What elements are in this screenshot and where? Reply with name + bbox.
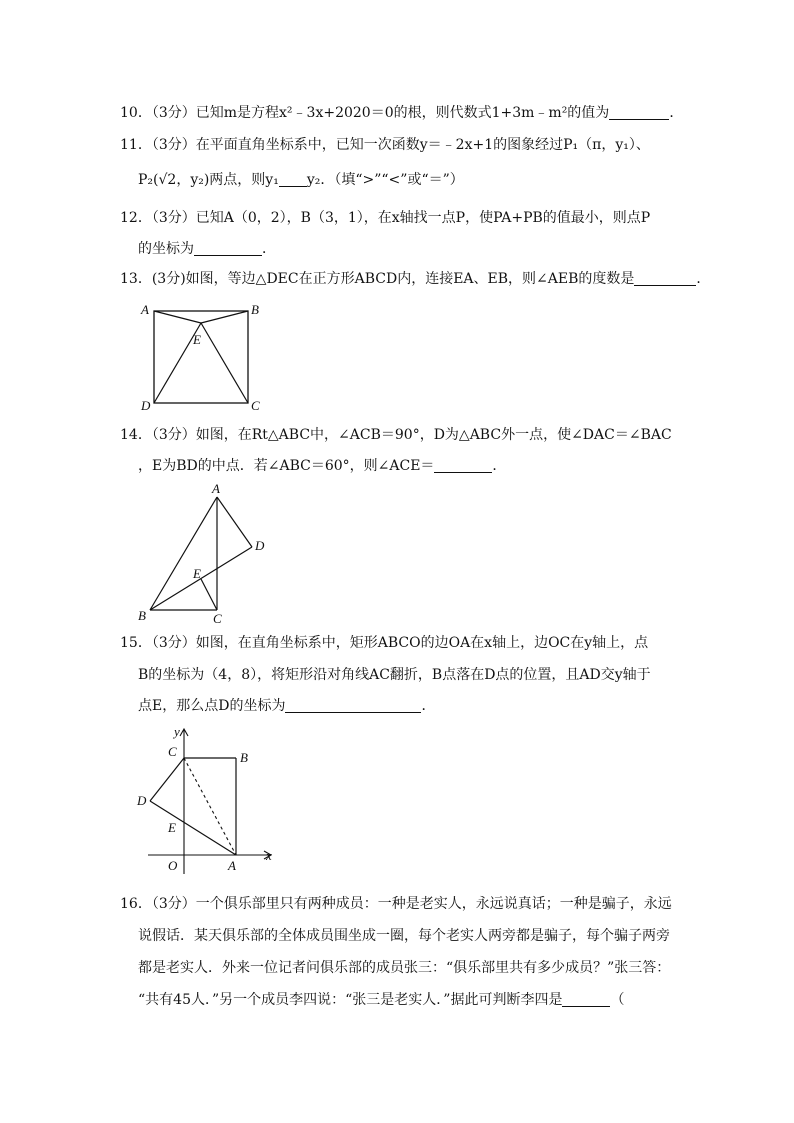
question-number: 11．: [120, 137, 152, 153]
label-y: y: [174, 724, 180, 739]
answer-blank[interactable]: [434, 458, 492, 473]
question-text: ，E为BD的中点．若∠ABC＝60°，则∠ACE＝: [138, 458, 435, 474]
question-number: 16．: [120, 896, 152, 912]
label-c: C: [168, 744, 177, 759]
question-text: 如图，在直角坐标系中，矩形ABCO的边OA在x轴上，边OC在y轴上，点: [195, 635, 649, 651]
question-text: 点E，那么点D的坐标为: [138, 698, 286, 714]
diagonal-ac: [184, 758, 236, 855]
question-number: 15．: [120, 635, 152, 651]
segment-bd: [150, 547, 252, 610]
question-12: [120, 208, 650, 228]
question-score: （3分）: [151, 210, 196, 226]
question-11: [120, 135, 650, 155]
answer-blank[interactable]: [562, 992, 610, 1007]
figure-square-triangle: [130, 298, 270, 416]
label-o: O: [168, 858, 178, 873]
segment-ce: [201, 323, 248, 403]
segment-ad: [217, 497, 252, 547]
question-14-line2: ，E为BD的中点．若∠ABC＝60°，则∠ACE＝ ．: [138, 458, 507, 474]
question-text: “共有45人．”另一个成员李四说：“张三是老实人．”据此可判断李四是: [138, 992, 563, 1008]
question-number: 13．: [120, 271, 152, 287]
question-14: [120, 425, 672, 445]
question-11-line2: [138, 170, 464, 190]
question-text: 都是老实人．外来一位记者问俱乐部的成员张三：“俱乐部里共有多少成员？”张三答：: [138, 960, 671, 976]
segment-ce: [201, 579, 217, 610]
question-text: P₂(√2，y₂)两点，则y₁: [138, 172, 279, 188]
label-c: C: [213, 611, 222, 626]
segment-cd: [150, 758, 184, 801]
question-score: （3分）: [151, 635, 196, 651]
question-10: 10．（3分）已知m是方程x²﹣3x+2020＝0的根，则代数式1+3m﹣m²的值为 ．: [120, 105, 684, 121]
answer-blank[interactable]: [634, 271, 696, 286]
question-number: 12．: [120, 210, 152, 226]
question-16: [120, 894, 672, 914]
question-text: 在平面直角坐标系中，已知一次函数y＝﹣2x+1的图象经过P₁（π，y₁）、: [195, 137, 650, 153]
segment-be: [201, 311, 248, 323]
question-score: （3分）: [151, 105, 196, 121]
question-score: （3分）: [151, 896, 196, 912]
question-text: 已知A（0，2），B（3，1），在x轴找一点P，使PA+PB的值最小，则点P: [195, 210, 651, 226]
question-text: 如图，在Rt△ABC中，∠ACB＝90°，D为△ABC外一点，使∠DAC＝∠BAC: [195, 427, 672, 443]
label-d: D: [255, 538, 265, 553]
label-c: C: [251, 398, 260, 413]
answer-blank[interactable]: [194, 241, 262, 256]
label-b: B: [251, 302, 259, 317]
segment-ae: [154, 311, 201, 323]
label-d: D: [141, 398, 151, 413]
segment-da: [150, 801, 236, 855]
label-e: E: [193, 332, 201, 347]
question-12-line2: 的坐标为 ．: [138, 241, 276, 257]
label-e: E: [168, 820, 176, 835]
question-15-line2: [138, 665, 651, 685]
square-abcd: [154, 311, 248, 403]
question-score: （3分）: [151, 137, 196, 153]
question-13: 13．(3分)如图，等边△DEC在正方形ABCD内，连接EA、EB，则∠AEB的度数是 ．: [120, 271, 711, 287]
question-text: y₂．（填“>”“<”或“＝”）: [306, 172, 464, 188]
question-text: 一个俱乐部里只有两种成员：一种是老实人，永远说真话；一种是骗子，永远: [195, 896, 672, 912]
figure-right-triangle: [130, 480, 280, 628]
question-text: B的坐标为（4，8），将矩形沿对角线AC翻折，B点落在D点的位置，且AD交y轴于: [138, 667, 651, 683]
label-b: B: [138, 608, 146, 623]
label-a: A: [212, 481, 220, 496]
question-15: [120, 633, 648, 653]
label-d: D: [137, 793, 147, 808]
question-15-line3: 点E，那么点D的坐标为 ．: [138, 698, 436, 714]
answer-blank[interactable]: [285, 698, 421, 713]
figure-coordinate-rectangle: [130, 722, 280, 880]
question-text: 的坐标为: [138, 241, 194, 257]
question-16-line2: [138, 926, 670, 946]
question-text: 已知m是方程x²﹣3x+2020＝0的根，则代数式1+3m﹣m²的值为: [195, 105, 610, 121]
question-text: 如图，等边△DEC在正方形ABCD内，连接EA、EB，则∠AEB的度数是: [185, 271, 635, 287]
question-score: （3分）: [151, 427, 196, 443]
answer-blank[interactable]: [609, 105, 669, 120]
segment-ab: [150, 497, 217, 610]
question-score: (3分): [151, 271, 186, 287]
label-a: A: [141, 302, 149, 317]
label-b: B: [240, 750, 248, 765]
question-16-line4: [138, 990, 624, 1010]
answer-blank[interactable]: [279, 172, 307, 187]
label-x: x: [266, 848, 272, 863]
question-number: 10．: [120, 105, 152, 121]
question-text: 说假话．某天俱乐部的全体成员围坐成一圈，每个老实人两旁都是骗子，每个骗子两旁: [138, 928, 670, 944]
label-a: A: [228, 858, 236, 873]
question-16-line3: [138, 958, 670, 978]
label-e: E: [193, 566, 201, 581]
question-text: （: [610, 992, 625, 1008]
question-number: 14．: [120, 427, 152, 443]
